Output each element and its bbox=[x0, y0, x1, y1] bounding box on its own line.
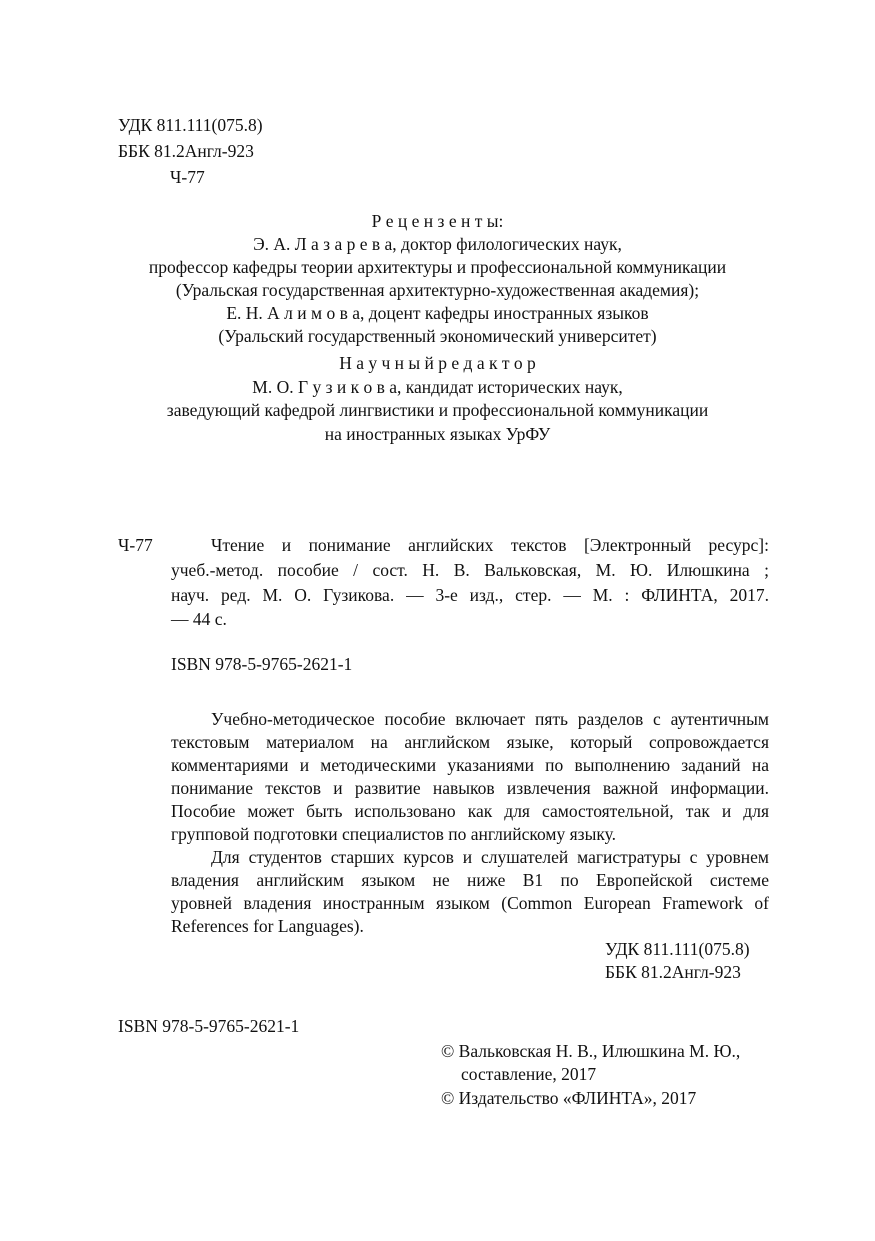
abstract-line: уровней владения иностранным языком (Common European Framework of bbox=[171, 893, 769, 913]
udk-code: УДК 811.111(075.8) bbox=[118, 115, 263, 135]
reviewer-line: (Уральская государственная архитектурно-художественная академия); bbox=[175, 280, 700, 300]
catalog-line: Чтение и понимание английских текстов [Электронный ресурс]: bbox=[211, 535, 769, 555]
catalog-line: науч. ред. М. О. Гузикова. — 3-е изд., стер. — М. : ФЛИНТА, 2017. bbox=[171, 585, 769, 605]
catalog-line: — 44 с. bbox=[171, 609, 227, 629]
abstract-udk: УДК 811.111(075.8) bbox=[605, 939, 750, 959]
reviewer-line: Е. Н. А л и м о в а, доцент кафедры иностранных языков bbox=[226, 303, 649, 323]
editor-line: М. О. Г у з и к о в а, кандидат исторических наук, bbox=[252, 377, 623, 397]
reviewers-title: Р е ц е н з е н т ы: bbox=[371, 211, 504, 231]
reviewer-line: Э. А. Л а з а р е в а, доктор филологических наук, bbox=[253, 234, 622, 254]
abstract-line: комментариями и методическими указаниями по выполнению заданий на bbox=[171, 755, 769, 775]
copyright-authors-year: составление, 2017 bbox=[461, 1064, 597, 1084]
copyright-publisher: © Издательство «ФЛИНТА», 2017 bbox=[441, 1088, 697, 1108]
abstract-line: владения английским языком не ниже B1 по Европейской системе bbox=[171, 870, 769, 890]
abstract-line: References for Languages). bbox=[171, 916, 364, 936]
catalog-isbn: ISBN 978-5-9765-2621-1 bbox=[171, 654, 353, 674]
abstract-bbk: ББК 81.2Англ-923 bbox=[605, 962, 741, 982]
abstract-line: Учебно-методическое пособие включает пять разделов с аутентичным bbox=[211, 709, 769, 729]
abstract-line: понимание текстов и развитие навыков извлечения важной информации. bbox=[171, 778, 769, 798]
footer-isbn: ISBN 978-5-9765-2621-1 bbox=[118, 1016, 300, 1036]
reviewer-line: (Уральский государственный экономический университет) bbox=[218, 326, 657, 346]
bbk-code: ББК 81.2Англ-923 bbox=[118, 141, 254, 161]
abstract-line: Для студентов старших курсов и слушателей магистратуры с уровнем bbox=[211, 847, 769, 867]
copyright-authors: © Вальковская Н. В., Илюшкина М. Ю., bbox=[441, 1041, 741, 1061]
catalog-code: Ч-77 bbox=[118, 535, 153, 555]
author-sign: Ч-77 bbox=[170, 167, 205, 187]
editor-title: Н а у ч н ы й р е д а к т о р bbox=[339, 353, 536, 373]
abstract-line: групповой подготовки специалистов по английскому языку. bbox=[171, 824, 616, 844]
abstract-line: текстовым материалом на английском языке, который сопровождается bbox=[171, 732, 769, 752]
editor-line: заведующий кафедрой лингвистики и профессиональной коммуникации bbox=[166, 400, 709, 420]
abstract-line: Пособие может быть использовано как для самостоятельной, так и для bbox=[171, 801, 769, 821]
reviewer-line: профессор кафедры теории архитектуры и профессиональной коммуникации bbox=[148, 257, 727, 277]
catalog-line: учеб.-метод. пособие / сост. Н. В. Вальковская, М. Ю. Илюшкина ; bbox=[171, 560, 769, 580]
editor-line: на иностранных языках УрФУ bbox=[324, 424, 551, 444]
